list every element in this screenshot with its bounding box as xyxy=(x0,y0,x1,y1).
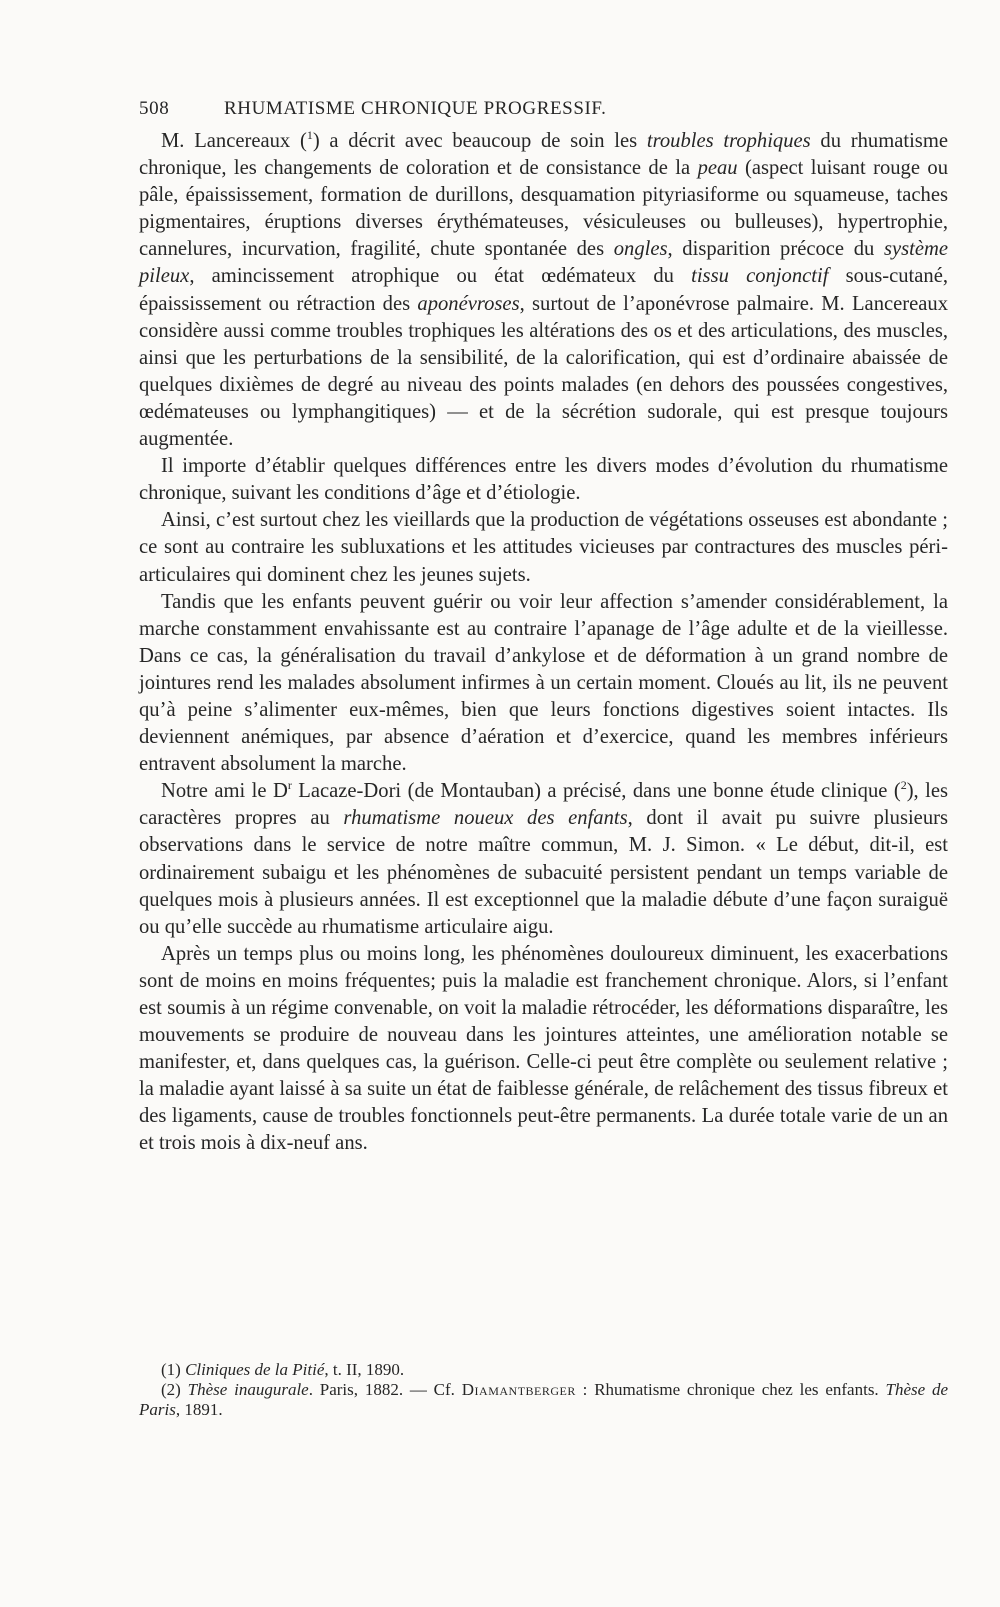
footnote-1 xyxy=(139,1360,948,1380)
text-run: ) a décrit avec beaucoup de soin les xyxy=(312,130,647,152)
paragraph-4: Tandis que les enfants peuvent guérir ou voir leur affection s’amender considérablement, la marche constamment envahissante est au contraire l’apanage de l’âge adulte et de la vieillesse. Dans ce cas, la généralisation du travail d’ankylose et de déformation à un grand nombre de jointures rend les malades absolument infirmes à un certain moment. Cloués au lit, ils ne peuvent qu’à peine s’alimenter eux-mêmes, bien que leurs fonctions digestives soient intactes. Ils deviennent anémiques, par absence d’aération et d’exercice, quand les membres inférieurs entravent absolument la marche. xyxy=(139,590,948,776)
text-run: Notre ami le D xyxy=(161,780,288,803)
paragraph-6: Après un temps plus ou moins long, les phénomènes douloureux diminuent, les exacerbations sont de moins en moins fréquentes; puis la maladie est franchement chronique. Alors, si l’enfant est soumis à un régime convenable, on voit la maladie rétrocéder, les déformations disparaître, les mouvements se produire de nouveau dans les jointures atteintes, une amélioration notable se manifester, et, dans quelques cas, la guérison. Celle-ci peut être complète ou seulement relative ; la maladie ayant laissé à sa suite un état de faiblesse générale, de relâchement des tissus fibreux et des ligaments, cause de troubles fonctionnels peut-être permanents. La durée totale varie de un an et trois mois à dix-neuf ans. xyxy=(139,942,948,1155)
paragraph-2: Il importe d’établir quelques différences entre les divers modes d’évolution du rhumatisme chronique, suivant les conditions d’âge et d’étiologie. xyxy=(139,455,948,505)
text-run: . Paris, 1882. — Cf. xyxy=(308,1380,462,1399)
paragraph-3: Ainsi, c’est surtout chez les vieillards que la production de végétations osseuses est abondante ; ce sont au contraire les subluxations et les attitudes vicieuses par contractures des muscles péri-articulaires qui dominent chez les jeunes sujets. xyxy=(139,509,948,586)
text-run: (aspect luisant rouge ou pâle, épaississement, formation de durillons, desquamation pityriasiforme ou squameuse, taches pigmentaires, éruptions diverses érythémateuses, vésiculeuses ou bulleuses), hypertrophie, cannelures, incurvation, fragilité, chute spontanée des xyxy=(139,157,948,261)
paragraph-1 xyxy=(139,128,948,453)
text-run: , dont il avait pu suivre plusieurs observations dans le service de notre maître commun, M. J. Simon. « Le début, dit-il, est ordinairement subaigu et les phénomènes de subacuité persistent pendant un temps variable de quelques mois à plusieurs années. Il est exceptionnel que la maladie débute d’une façon suraiguë ou qu’elle succède au rhumatisme articulaire aigu. xyxy=(139,807,948,938)
italic-term: Thèse de Paris xyxy=(139,1380,949,1419)
text-run: , amincissement atrophique ou état œdémateux du xyxy=(189,265,692,288)
paragraph-5 xyxy=(139,778,948,941)
footnotes xyxy=(139,1360,948,1420)
text-run: M. Lancereaux ( xyxy=(161,130,307,152)
text-run: ), les caractères propres au xyxy=(139,780,949,830)
italic-term: Cliniques de la Pitié xyxy=(185,1360,325,1379)
footnote-ref-2: 2 xyxy=(900,778,907,793)
text-run: sous-cutané, épaississement ou rétraction des xyxy=(139,265,948,315)
author-name: Diamantberger xyxy=(461,1380,576,1399)
text-run: : Rhumatisme chronique chez les enfants. xyxy=(575,1380,886,1399)
footnote-2 xyxy=(139,1380,948,1420)
running-title: RHUMATISME CHRONIQUE PROGRESSIF. xyxy=(224,98,607,119)
italic-term: troubles trophiques xyxy=(646,130,811,152)
footnote-ref-1: 1 xyxy=(306,128,313,143)
text-run: , surtout de l’aponévrose palmaire. M. Lancereaux considère aussi comme troubles trophiques les altérations des os et des articulations, des muscles, ainsi que les perturbations de la sensibilité, de la calorification, qui est d’ordinaire abaissée de quelques dixièmes de degré au niveau des points malades (en dehors des poussées congestives, œdémateuses ou lymphangitiques) — et de la sécrétion sudorale, qui est presque toujours augmentée. xyxy=(139,292,949,451)
text-run: , disparition précoce du xyxy=(667,238,884,261)
italic-term: ongles xyxy=(613,238,668,261)
italic-term: tissu conjonctif xyxy=(691,265,829,288)
footnote-marker: (2) xyxy=(161,1380,181,1399)
italic-term: peau xyxy=(697,157,738,180)
text-run: , t. II, 1890. xyxy=(324,1360,405,1379)
italic-term: rhumatisme noueux des enfants xyxy=(343,807,628,830)
text-run: du rhumatisme chronique, les changements de coloration et de consistance de la xyxy=(139,130,948,180)
body-text xyxy=(139,128,948,1158)
running-header xyxy=(139,98,809,120)
italic-term: Thèse inaugurale xyxy=(187,1380,309,1399)
superscript: r xyxy=(287,778,292,793)
text-run: Lacaze-Dori (de Montauban) a précisé, dans une bonne étude clinique ( xyxy=(291,780,901,803)
page-number: 508 xyxy=(139,98,170,119)
italic-term: système pileux xyxy=(139,238,948,288)
footnote-marker: (1) xyxy=(161,1360,181,1379)
text-run: , 1891. xyxy=(175,1400,223,1419)
italic-term: aponévroses xyxy=(417,292,520,315)
